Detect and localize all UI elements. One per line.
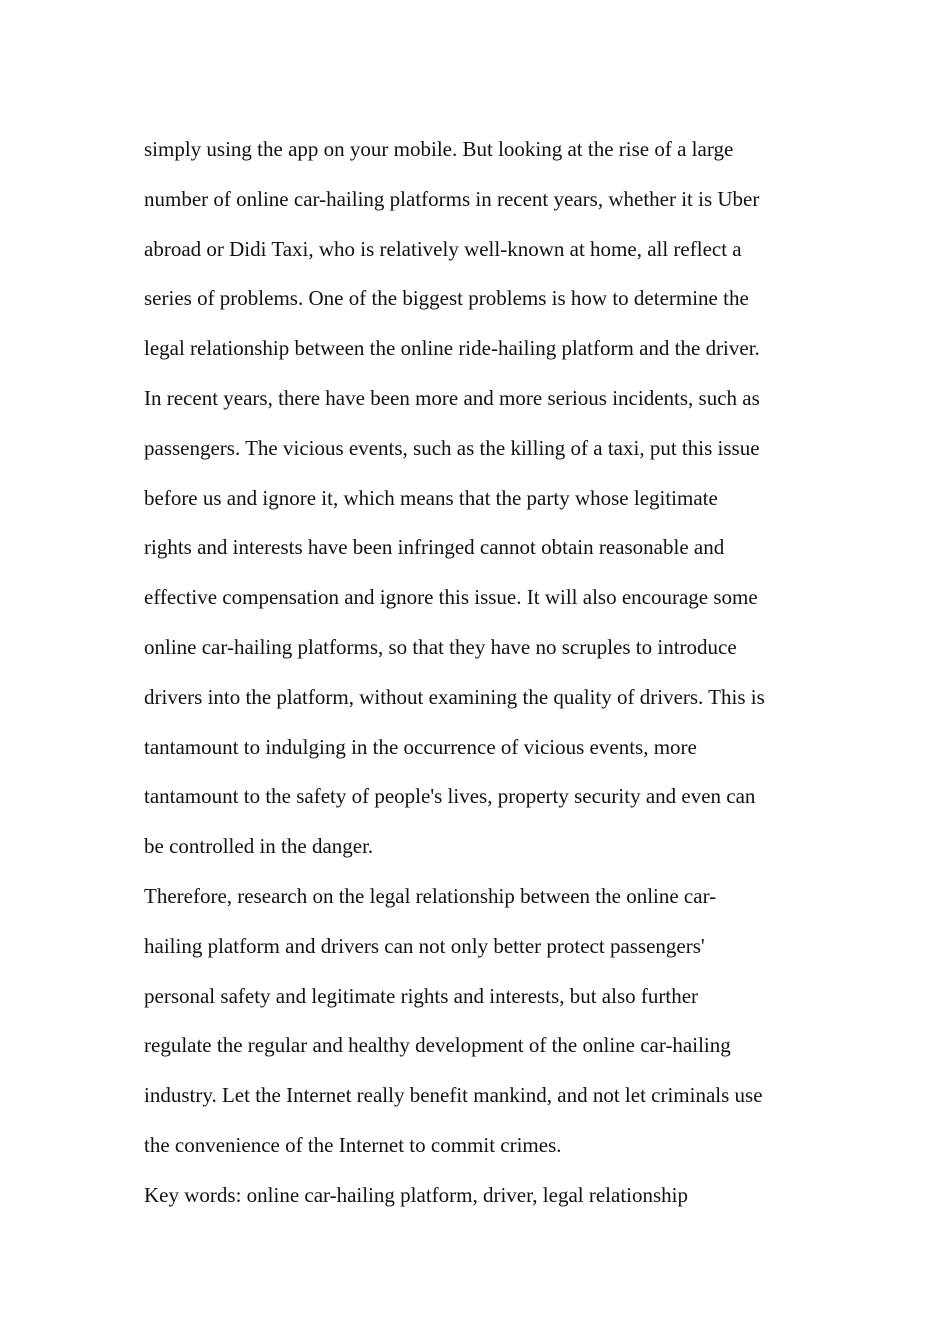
- text-line: industry. Let the Internet really benefit mankind, and not let criminals use: [144, 1083, 763, 1108]
- text-line: legal relationship between the online ride-hailing platform and the driver.: [144, 336, 760, 361]
- text-line: regulate the regular and healthy development of the online car-hailing: [144, 1033, 731, 1058]
- text-line: rights and interests have been infringed cannot obtain reasonable and: [144, 535, 725, 560]
- text-line: online car-hailing platforms, so that they have no scruples to introduce: [144, 634, 737, 659]
- keywords-line: Key words: online car-hailing platform, driver, legal relationship: [144, 1182, 688, 1207]
- text-line: drivers into the platform, without examining the quality of drivers. This is: [144, 684, 765, 709]
- text-line: abroad or Didi Taxi, who is relatively well-known at home, all reflect a: [144, 236, 742, 261]
- text-line: number of online car-hailing platforms in recent years, whether it is Uber: [144, 186, 760, 211]
- text-line: before us and ignore it, which means that the party whose legitimate: [144, 485, 718, 510]
- text-line: simply using the app on your mobile. But looking at the rise of a large: [144, 137, 734, 161]
- text-line: tantamount to the safety of people's lives, property security and even can: [144, 784, 756, 809]
- text-line: hailing platform and drivers can not only better protect passengers': [144, 933, 705, 958]
- text-line: be controlled in the danger.: [144, 834, 374, 859]
- text-line: passengers. The vicious events, such as the killing of a taxi, put this issue: [144, 435, 760, 460]
- text-line: personal safety and legitimate rights and interests, but also further: [144, 983, 699, 1008]
- text-line: Therefore, research on the legal relationship between the online car-: [144, 883, 717, 908]
- body-text: [144, 125, 824, 1221]
- text-line: the convenience of the Internet to commit crimes.: [144, 1132, 562, 1157]
- text-line: tantamount to indulging in the occurrence of vicious events, more: [144, 734, 697, 759]
- text-line: effective compensation and ignore this issue. It will also encourage some: [144, 585, 758, 610]
- text-line: In recent years, there have been more and more serious incidents, such as: [144, 385, 760, 410]
- text-line: series of problems. One of the biggest problems is how to determine the: [144, 286, 749, 311]
